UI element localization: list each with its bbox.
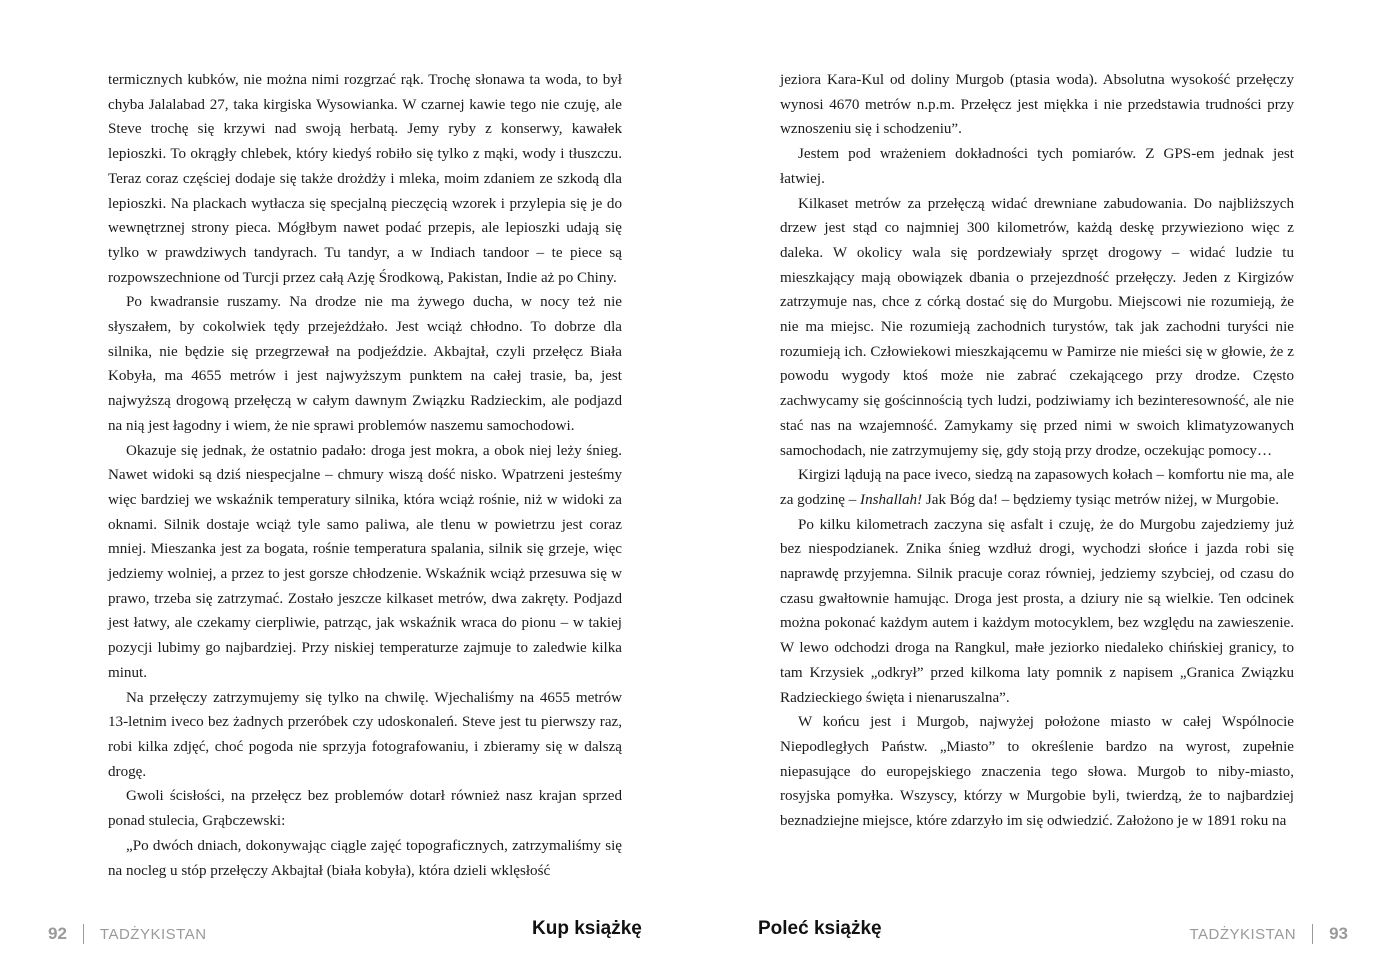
paragraph: „Po dwóch dniach, dokonywając ciągle zajęć topograficznych, zatrzymaliśmy się na nocleg u stóp przełęczy Akbajtał (biała kobyła), która dzieli wklęsłość (108, 837, 622, 879)
running-head: TADŻYKISTAN (99, 925, 207, 943)
page-number: 93 (1329, 924, 1348, 943)
paragraph: Po kilku kilometrach zaczyna się asfalt i czuję, że do Murgobu zajedziemy już bez niespodzianek. Znika śnieg wzdłuż drogi, wychodzi słońce i jazda robi się naprawdę przyjemna. Silnik pracuje coraz równiej, jedziemy szybciej, od czasu do czasu gwałtownie hamując. Droga jest prosta, a dziury nie są wielkie. Ten odcinek można pokonać każdym autem i każdym motocyklem, bez względu na zawieszenie. W lewo odchodzi droga na Rangkul, małe jeziorko niedaleko chińskiej granicy, to tam Krzysiek „odkrył” przed kilkoma laty pomnik z napisem „Granica Związku Radzieckiego święta i nienaruszalna”. (780, 516, 1294, 706)
paragraph: Kilkaset metrów za przełęczą widać drewniane zabudowania. Do najbliższych drzew jest stąd co najmniej 300 kilometrów, każdą deskę przywieziono więc z daleka. W okolicy wala się pordzewiały sprzęt drogowy – widać ludzie tu mieszkający mają obowiązek dbania o przejezdność przełęczy. Jeden z Kirgizów zatrzymuje nas, chce z córką dostać się do Murgobu. Miejscowi nie rozumieją, że nie ma miejsc. Nie rozumieją zachodnich turystów, tak jak zachodni turyści nie rozumieją ich. Człowiekowi mieszkającemu w Pamirze nie mieści się w głowie, że z powodu wygody ktoś może nie zabrać czekającego przy drodze. Często zachwycamy się gościnnością tych ludzi, podziwiamy ich bezinteresowność, ale nie stać nas na wzajemność. Zamykamy się przed nimi w swoich klimatyzowanych samochodach, nie zatrzymujemy się, gdy stoją przy drodze, oczekując pomocy… (780, 195, 1294, 459)
buy-book-button[interactable]: Kup książkę (532, 918, 642, 939)
paragraph: termicznych kubków, nie można nimi rozgrzać rąk. Trochę słonawa ta woda, to był chyba Jalalabad 27, taka kirgiska Wysowianka. W czarnej kawie tego nie czuję, ale Steve trochę się krzywi nad swoją herbatą. Jemy ryby z konserwy, kawałek lepioszki. To okrągły chlebek, który kiedyś robiło się tylko z mąki, wody i tłuszczu. Teraz coraz częściej dodaje się także drożdży i mleka, moim zdaniem ze szkodą dla lepioszki. Na plackach wytłacza się specjalną pieczęcią wzorek i przylepia się je do wewnętrznej strony pieca. Mógłbym nawet podać przepis, ale lepioszki udają się tylko w prawdziwych tandyrach. Tu tandyr, a w Indiach tandoor – te piece są rozpowszechnione od Turcji przez całą Azję Środkową, Pakistan, Indie aż po Chiny. (108, 72, 622, 286)
right-page (700, 0, 1400, 980)
footer-divider (1312, 924, 1313, 944)
paragraph-text: Jak Bóg da! – będziemy tysiąc metrów niżej, w Murgobie. (922, 491, 1279, 508)
paragraph-text: Kirgizi lądują na pace iveco, siedzą na zapasowych kołach – komfortu nie ma, ale za godzinę – (780, 467, 1294, 508)
paragraph: Gwoli ścisłości, na przełęcz bez problemów dotarł również nasz krajan sprzed ponad stulecia, Grąbczewski: (108, 788, 622, 830)
right-page-footer (1189, 920, 1348, 948)
paragraph: Po kwadransie ruszamy. Na drodze nie ma żywego ducha, w nocy też nie słyszałem, by cokolwiek tędy przejeżdżało. Jest wciąż chłodno. To dobrze dla silnika, nie będzie się przegrzewał na podjeździe. Akbajtał, czyli przełęcz Biała Kobyła, ma 4655 metrów i jest najwyższym punktem na całej trasie, ba, jest najwyższą drogową przełęczą w całym dawnym Związku Radzieckim, ale podjazd na nią jest łagodny i wiem, że nie sprawi problemów naszemu samochodowi. (108, 294, 622, 434)
paragraph: Okazuje się jednak, że ostatnio padało: droga jest mokra, a obok niej leży śnieg. Nawet widoki są dziś niespecjalne – chmury wiszą dość nisko. Wpatrzeni jesteśmy więc bardziej we wskaźnik temperatury silnika, która wciąż rośnie, niż w widoki za oknami. Silnik dostaje wciąż tyle samo paliwa, ale tlenu w powietrzu jest coraz mniej. Mieszanka jest za bogata, rośnie temperatura spalania, silnik się grzeje, więc jedziemy wolniej, a przez to jest gorsze chłodzenie. Wskaźnik wciąż przesuwa się w prawo, trzeba się zatrzymać. Zostało jeszcze kilkaset metrów, dwa zakręty. Podjazd jest łatwy, ale czekamy cierpliwie, patrząc, jak wskaźnik wraca do pionu – w takiej pozycji lubimy go najbardziej. Przy niskiej temperaturze zajmuje to zaledwie kilka minut. (108, 442, 622, 681)
paragraph: Na przełęczy zatrzymujemy się tylko na chwilę. Wjechaliśmy na 4655 metrów 13-letnim iveco bez żadnych przeróbek czy udoskonaleń. Steve jest tu pierwszy raz, robi kilka zdjęć, choć pogoda nie sprzyja fotografowaniu, i zbieramy się w dalszą drogę. (108, 689, 622, 780)
paragraph: jeziora Kara-Kul od doliny Murgob (ptasia woda). Absolutna wysokość przełęczy wynosi 4670 metrów n.p.m. Przełęcz jest miękka i nie przedstawia trudności przy wznoszeniu się i schodzeniu”. (780, 72, 1294, 138)
paragraph: Jestem pod wrażeniem dokładności tych pomiarów. Z GPS-em jednak jest łatwiej. (780, 146, 1294, 187)
paragraph (780, 463, 1294, 512)
page-number: 92 (48, 924, 67, 943)
recommend-book-button[interactable]: Poleć książkę (758, 918, 882, 939)
footer-divider (83, 924, 84, 944)
left-page-text (108, 68, 622, 883)
running-head: TADŻYKISTAN (1189, 925, 1297, 943)
italic-phrase: Inshallah! (860, 491, 923, 508)
right-page-text (780, 68, 1294, 834)
paragraph: W końcu jest i Murgob, najwyżej położone miasto w całej Wspólnocie Niepodległych Państw. „Miasto” to określenie bardzo na wyrost, zupełnie niepasujące do europejskiego znaczenia tego słowa. Murgob to niby-miasto, rosyjska pomyłka. Wszyscy, którzy w Murgobie byli, twierdzą, że to najbardziej beznadziejne miejsce, które zdarzyło im się odwiedzić. Założono je w 1891 roku na (780, 714, 1294, 830)
left-page-footer (48, 920, 207, 948)
